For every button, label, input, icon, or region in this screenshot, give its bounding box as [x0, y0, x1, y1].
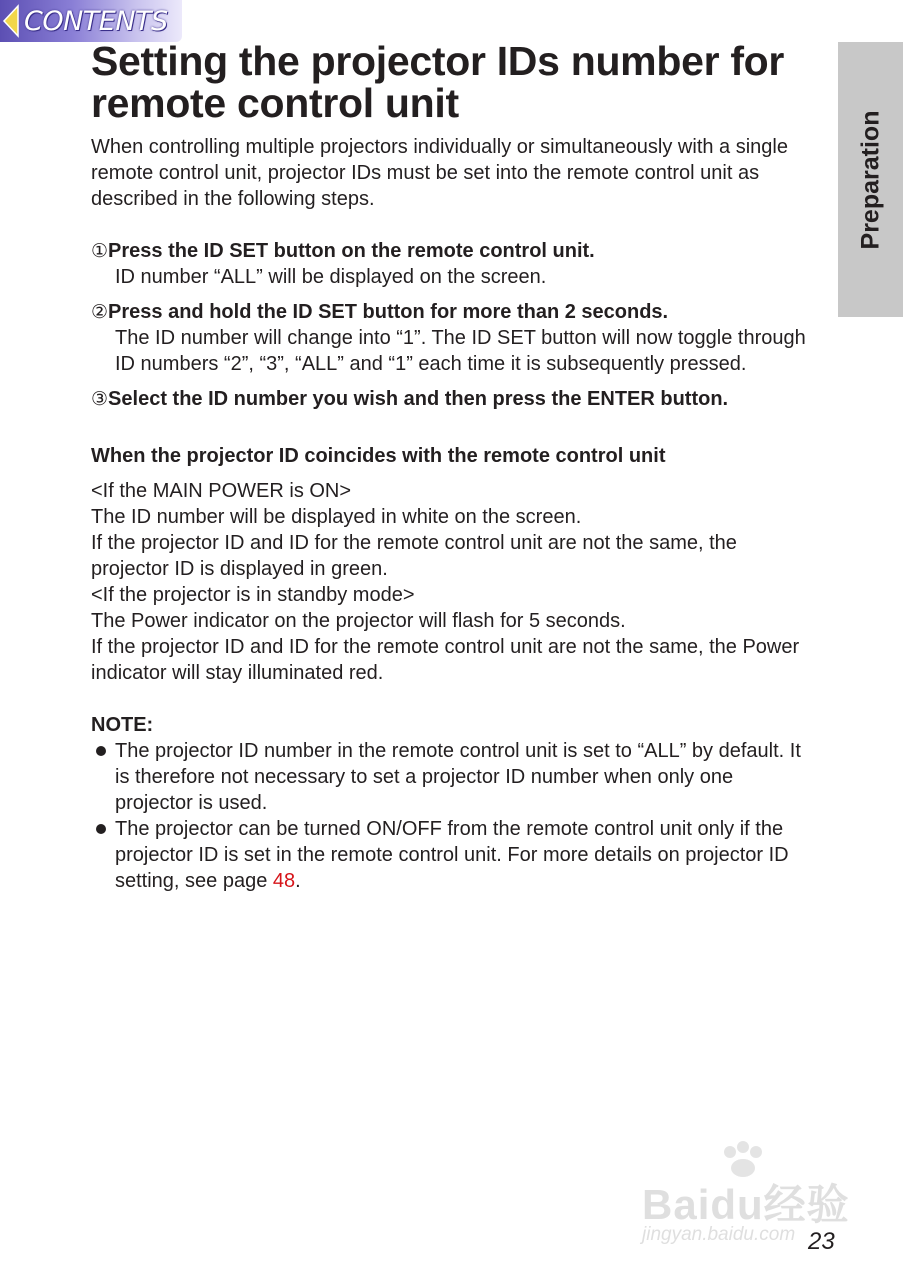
section-line: <If the MAIN POWER is ON> [91, 480, 352, 502]
step-body: ID number “ALL” will be displayed on the screen. [115, 266, 547, 288]
section-line: The ID number will be displayed in white on the screen. [91, 506, 582, 528]
page-content [91, 40, 811, 894]
note-text: The projector can be turned ON/OFF from the remote control unit only if the projector ID is set in the remote control unit. For more details on projector ID setting, see page [115, 818, 789, 892]
section-line: <If the projector is in standby mode> [91, 584, 415, 606]
step-2 [91, 299, 811, 377]
section-line: If the projector ID and ID for the remote control unit are not the same, the projector ID is displayed in green. [91, 532, 737, 580]
watermark-url: jingyan.baidu.com [642, 1224, 796, 1245]
steps-list [91, 238, 811, 412]
step-heading: Press the ID SET button on the remote control unit. [108, 240, 595, 262]
page-title: Setting the projector IDs number for remote control unit [91, 38, 785, 126]
note-text-end: . [295, 870, 301, 892]
section-tab [838, 42, 903, 317]
page-number: 23 [808, 1228, 835, 1255]
step-heading: Select the ID number you wish and then press the ENTER button. [108, 388, 729, 410]
note-text: The projector ID number in the remote control unit is set to “ALL” by default. It is therefore not necessary to set a projector ID number when only one projector is used. [115, 740, 801, 814]
note-item [91, 816, 811, 894]
intro-paragraph: When controlling multiple projectors individually or simultaneously with a single remote control unit, projector IDs must be set into the remote control unit as described in the following steps. [91, 136, 788, 210]
step-3 [91, 386, 811, 412]
section-body [91, 478, 811, 686]
contents-button[interactable] [0, 0, 182, 42]
section-heading: When the projector ID coincides with the remote control unit [91, 445, 666, 467]
watermark-logo: Baidu经验 [642, 1181, 850, 1228]
step-body: The ID number will change into “1”. The ID SET button will now toggle through ID numbers “2”, “3”, “ALL” and “1” each time it is subsequently pressed. [115, 327, 806, 375]
step-number: ① [91, 240, 109, 262]
bullet-icon [96, 746, 106, 756]
page-48-link[interactable]: 48 [272, 870, 296, 892]
step-number: ③ [91, 388, 109, 410]
step-1 [91, 238, 811, 290]
section-line: The Power indicator on the projector will flash for 5 seconds. [91, 610, 626, 632]
bullet-icon [96, 824, 106, 834]
section-tab-label: Preparation [856, 110, 884, 249]
step-number: ② [91, 301, 109, 323]
arrow-left-icon [2, 0, 22, 42]
note-heading: NOTE: [91, 714, 154, 736]
contents-label: CONTENTS [24, 5, 168, 37]
section-line: If the projector ID and ID for the remote control unit are not the same, the Power indicator will stay illuminated red. [91, 636, 800, 684]
note-item [91, 738, 811, 816]
step-heading: Press and hold the ID SET button for more than 2 seconds. [108, 301, 669, 323]
